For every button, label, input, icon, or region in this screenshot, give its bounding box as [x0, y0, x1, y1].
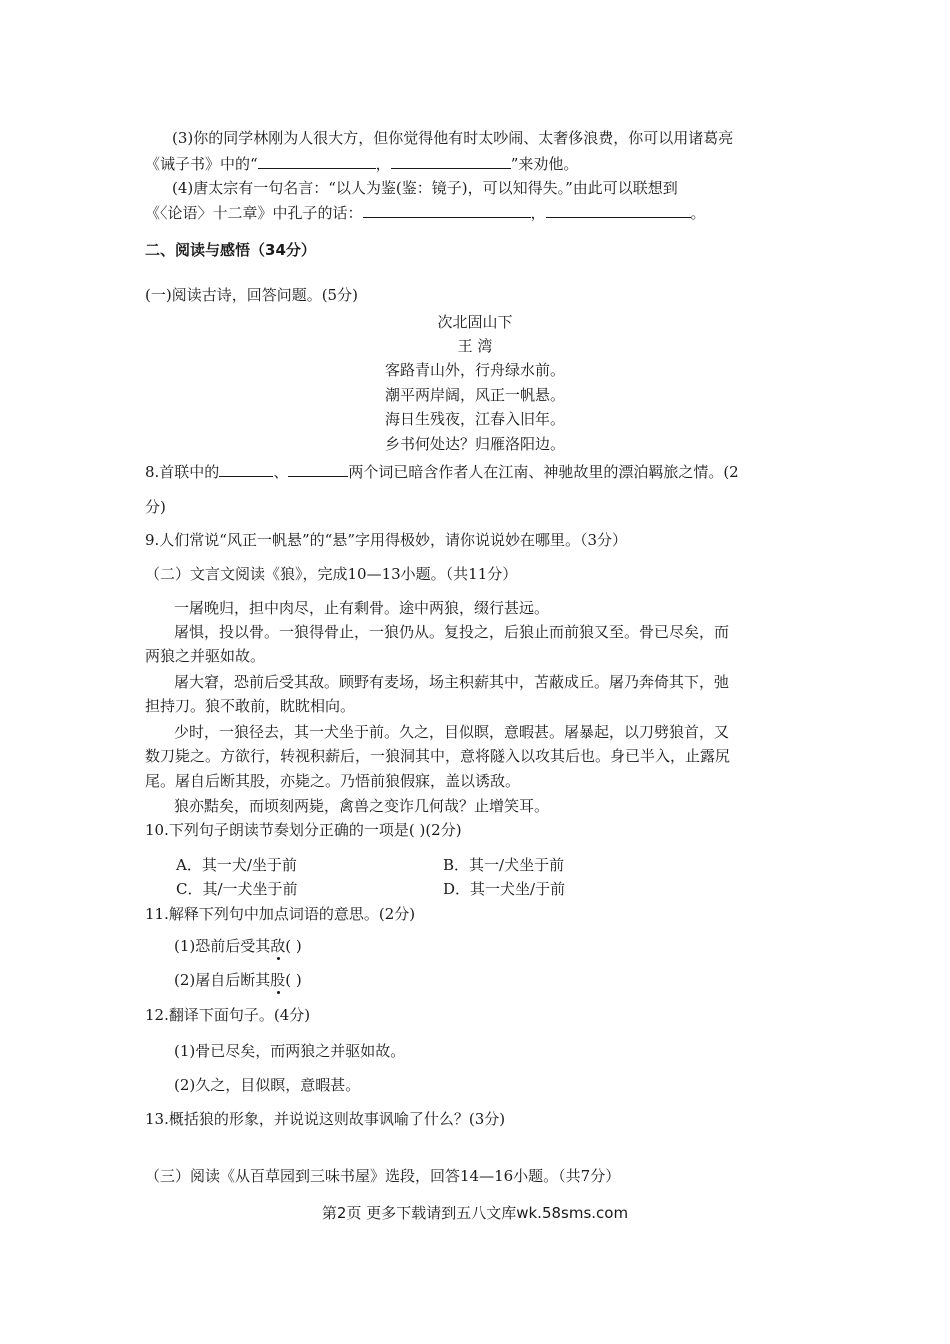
passage-line: 数刀毙之。方欲行，转视积薪后，一狼洞其中，意将隧入以攻其后也。身已半入，止露尻 [145, 747, 731, 765]
section2-title: 二、阅读与感悟（34分） [145, 241, 316, 259]
passage-line: 屠大窘，恐前后受其敌。顾野有麦场，场主积薪其中，苫蔽成丘。屠乃奔倚其下，弛 [174, 673, 730, 691]
q4-text-a: 《〈论语〉十二章》中孔子的话： [145, 204, 363, 222]
passage-line: 少时，一狼径去，其一犬坐于前。久之，目似瞑，意暇甚。屠暴起，以刀劈狼首，又 [174, 723, 730, 741]
poem-line: 乡书何处达？归雁洛阳边。 [384, 435, 565, 453]
q8-line2: 分) [145, 498, 166, 516]
q3-text-c: ”来劝他。 [510, 155, 579, 173]
q8-text-a: 8.首联中的 [145, 463, 220, 481]
q4-answer-blank-2[interactable] [546, 202, 691, 218]
q13: 13.概括狼的形象，并说说这则故事讽喻了什么？(3分) [145, 1110, 506, 1128]
dotted-word: 股 [270, 971, 286, 989]
q8-text-c: 两个词已暗含作者人在江南、神驰故里的漂泊羁旅之情。(2 [348, 463, 739, 481]
q8-answer-blank-2[interactable] [288, 461, 348, 477]
passage-line: 担持刀。狼不敢前，眈眈相向。 [145, 697, 356, 715]
q3-line2 [145, 153, 578, 174]
q4-line1: (4)唐太宗有一句名言：“以人为鉴(鉴：镜子)，可以知得失。”由此可以联想到 [172, 179, 678, 197]
q4-answer-blank-1[interactable] [363, 202, 531, 218]
part2-intro: （二）文言文阅读《狼》，完成10—13小题。（共11分） [145, 565, 518, 583]
q3-answer-blank-1[interactable] [258, 153, 376, 169]
q10-option-b[interactable]: B．其一/犬坐于前 [443, 856, 565, 874]
part3-intro: （三）阅读《从百草园到三味书屋》选段，回答14—16小题。（共7分） [145, 1167, 621, 1185]
poem-line: 潮平两岸阔，风正一帆悬。 [384, 386, 565, 404]
page-footer: 第2页 更多下载请到五八文库wk.58sms.com [321, 1204, 629, 1222]
q11-item-2 [174, 970, 302, 990]
q10-option-c[interactable]: C．其/一犬坐于前 [176, 880, 298, 898]
poem-line: 客路青山外，行舟绿水前。 [384, 361, 565, 379]
q8-text-b: 、 [273, 463, 289, 481]
poem-line: 海日生残夜，江春入旧年。 [384, 410, 565, 428]
q4-text-b: ， [530, 204, 546, 222]
q4-line2 [145, 202, 706, 223]
q11-item-1-pre: (1)恐前后受其 [174, 937, 271, 955]
part1-intro: (一)阅读古诗，回答问题。(5分) [145, 286, 358, 304]
q12-sentence-1: (1)骨已尽矣，而两狼之并驱如故。 [174, 1042, 406, 1060]
q11-stem: 11.解释下列句中加点词语的意思。(2分) [145, 905, 416, 923]
q12-stem: 12.翻译下面句子。(4分) [145, 1006, 311, 1024]
q10-option-d[interactable]: D．其一犬坐/于前 [443, 880, 566, 898]
passage-line: 屠惧，投以骨。一狼得骨止，一狼仍从。复投之，后狼止而前狼又至。骨已尽矣，而 [174, 623, 730, 641]
passage-line: 一屠晚归，担中肉尽，止有剩骨。途中两狼，缀行甚远。 [174, 599, 550, 617]
q9: 9.人们常说“风正一帆悬”的“悬”字用得极妙，请你说说妙在哪里。（3分） [145, 531, 628, 549]
q4-text-c: 。 [690, 204, 706, 222]
passage-line: 狼亦黠矣，而顷刻两毙，禽兽之变诈几何哉？止增笑耳。 [174, 797, 550, 815]
q10-stem: 10.下列句子朗读节奏划分正确的一项是( )(2分) [145, 821, 462, 839]
poem-title: 次北固山下 [437, 313, 513, 331]
q11-item-1-blank[interactable]: ( ) [285, 937, 302, 955]
q3-line1: (3)你的同学林刚为人很大方，但你觉得他有时太吵闹、太奢侈浪费，你可以用诸葛亮 [172, 129, 734, 147]
q3-answer-blank-2[interactable] [391, 153, 511, 169]
q12-sentence-2: (2)久之，目似瞑，意暇甚。 [174, 1076, 361, 1094]
q8-answer-blank-1[interactable] [219, 461, 273, 477]
q3-text-a: 《诫子书》中的“ [145, 155, 258, 173]
passage-line: 两狼之并驱如故。 [145, 647, 266, 665]
q8-line1 [145, 461, 739, 482]
q11-item-2-blank[interactable]: ( ) [285, 971, 302, 989]
q10-option-a[interactable]: A．其一犬/坐于前 [176, 856, 297, 874]
poem-author: 王 湾 [457, 337, 493, 355]
q11-item-1 [174, 936, 302, 956]
passage-line: 尾。屠自后断其股，亦毙之。乃悟前狼假寐，盖以诱敌。 [145, 772, 521, 790]
dotted-word: 敌 [270, 937, 286, 955]
q3-text-b: ， [375, 155, 391, 173]
q11-item-2-pre: (2)屠自后断其 [174, 971, 271, 989]
